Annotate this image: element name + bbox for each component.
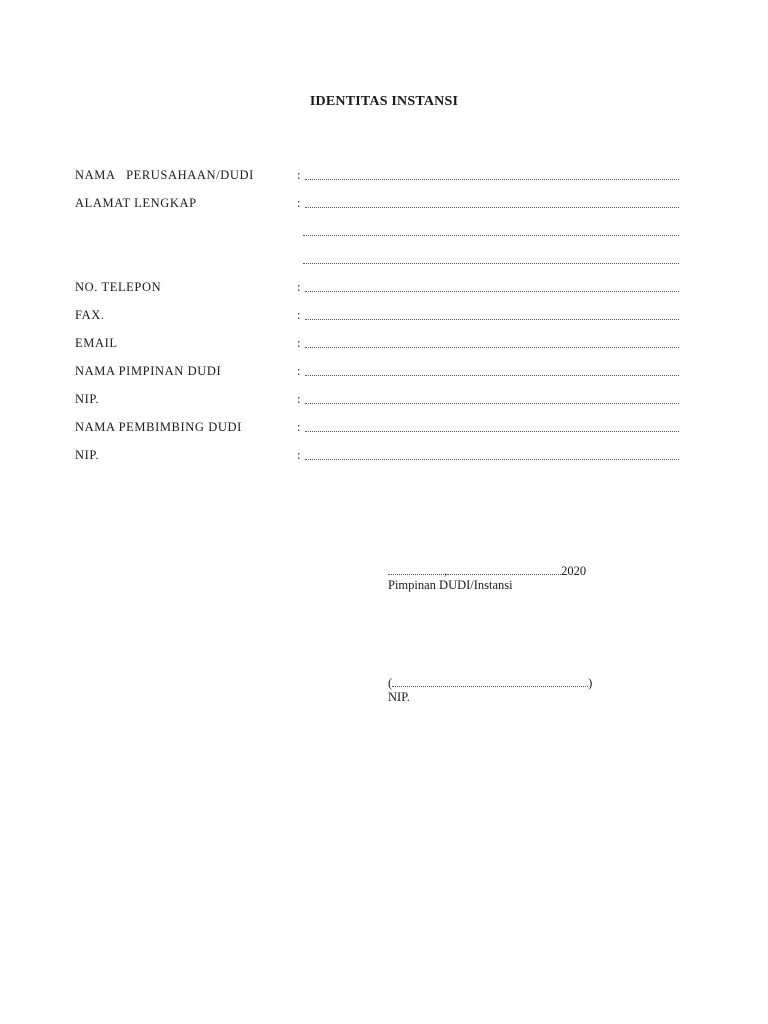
field-colon: : (297, 420, 302, 434)
place-dotted-line (388, 565, 444, 575)
field-row-nama-pembimbing (75, 420, 679, 438)
signature-position: Pimpinan DUDI/Instansi (388, 578, 513, 592)
field-colon: : (297, 308, 302, 322)
field-colon: : (297, 392, 302, 406)
field-label: NIP. (75, 392, 100, 406)
close-paren: ) (588, 676, 593, 690)
field-label: NAMA PERUSAHAAN/DUDI (75, 168, 254, 182)
field-label: NIP. (75, 448, 100, 462)
field-label: ALAMAT LENGKAP (75, 196, 197, 210)
field-dotted-line (305, 403, 679, 404)
date-separator: , (444, 564, 448, 578)
field-dotted-line (305, 207, 679, 208)
name-dotted-line (392, 677, 588, 687)
field-row-nama-perusahaan (75, 168, 679, 186)
signature-nip-label: NIP. (388, 690, 410, 704)
field-row-no-telepon (75, 280, 679, 298)
field-dotted-line (305, 431, 679, 432)
field-label: EMAIL (75, 336, 118, 350)
field-dotted-line (305, 319, 679, 320)
field-label: NO. TELEPON (75, 280, 162, 294)
field-row-alamat-continuation (75, 224, 679, 242)
signature-date-block (388, 564, 586, 592)
signature-year: 2020 (561, 564, 587, 578)
field-label: FAX. (75, 308, 105, 322)
field-colon: : (297, 196, 302, 210)
open-paren: ( (388, 676, 393, 690)
field-label: NAMA PIMPINAN DUDI (75, 364, 222, 378)
field-row-nip-pimpinan (75, 392, 679, 410)
field-dotted-line (305, 459, 679, 460)
field-colon: : (297, 336, 302, 350)
field-colon: : (297, 280, 302, 294)
field-colon: : (297, 364, 302, 378)
date-dotted-line (447, 565, 561, 575)
signature-name-block (388, 676, 592, 704)
field-row-nama-pimpinan (75, 364, 679, 382)
field-row-nip-pembimbing (75, 448, 679, 466)
page-title: IDENTITAS INSTANSI (309, 94, 459, 109)
field-row-alamat-lengkap (75, 196, 679, 214)
field-dotted-line (305, 179, 679, 180)
field-dotted-line (305, 291, 679, 292)
field-dotted-line (305, 347, 679, 348)
field-colon: : (297, 448, 302, 462)
field-colon: : (297, 168, 302, 182)
field-row-fax (75, 308, 679, 326)
field-dotted-line (303, 263, 679, 264)
field-dotted-line (305, 375, 679, 376)
field-dotted-line (303, 235, 679, 236)
field-row-email (75, 336, 679, 354)
field-row-alamat-continuation (75, 252, 679, 270)
signature-date-line (388, 564, 586, 578)
field-label: NAMA PEMBIMBING DUDI (75, 420, 242, 434)
signature-name-line (388, 676, 592, 690)
